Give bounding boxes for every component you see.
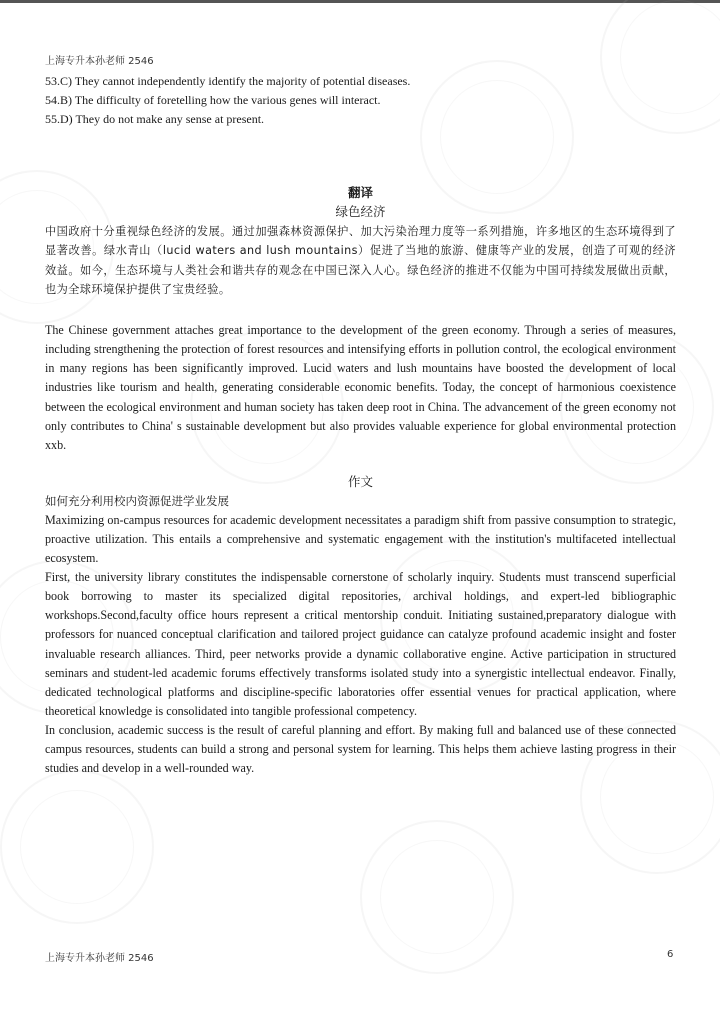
watermark-seal — [360, 820, 514, 974]
answer-line: 55.D) They do not make any sense at present. — [45, 112, 265, 126]
translation-title: 绿色经济 — [335, 205, 386, 219]
watermark-seal — [0, 770, 154, 924]
essay-paragraph: Maximizing on-campus resources for academic development necessitates a paradigm shift from passive consumption to strategic, proactive utilization. This entails a comprehensive and systematic engagement with the institution's multifaceted intellectual ecosystem. — [45, 512, 676, 566]
document-body — [45, 70, 676, 778]
page-header: 上海专升本孙老师 2546 — [45, 56, 154, 67]
page-footer: 上海专升本孙老师 2546 — [45, 953, 154, 964]
essay-title: 如何充分利用校内资源促进学业发展 — [45, 493, 229, 508]
essay-paragraph: In conclusion, academic success is the result of careful planning and effort. By making full and balanced use of these connected campus resources, students can build a strong and personal system for learning. This helps them achieve lasting progress in their studies and develop in a well-rounded way. — [45, 722, 676, 776]
page-number: 6 — [667, 949, 674, 960]
answer-list — [45, 72, 676, 129]
top-border — [0, 0, 720, 3]
answer-line: 53.C) They cannot independently identify the majority of potential diseases. — [45, 74, 411, 88]
translation-english-text: The Chinese government attaches great importance to the development of the green economy. Through a series of measures, including strengthening the protection of forest resources and intensifying efforts in pollution control, the ecological environment in many regions has been significantly improved. Lucid waters and lush mountains have boosted the development of local industries like tourism and health, generating considerable economic benefits. Today, the concept of harmonious coexistence between the ecological environment and human society has taken deep root in China. The advancement of the green economy not only contributes to China' s sustainable development but also provides valuable experience for global environmental protection xxb. — [45, 323, 676, 452]
answer-line: 54.B) The difficulty of foretelling how the various genes will interact. — [45, 93, 381, 107]
essay-paragraph: First, the university library constitutes the indispensable cornerstone of scholarly inquiry. Students must transcend superficial book borrowing to master its specialized digital repositories, archival holdings, and expert-led bibliographic workshops.Second,faculty office hours represent a critical mentorship conduit. Initiating sustained,preparatory dialogue with professors for nuanced conceptual clarification and tailored project guidance can catalyze profound academic insight and foster invaluable research alliances. Third, peer networks provide a dynamic collaborative engine. Active participation in structured seminars and student-led academic forums effectively transforms isolated study into a synergistic intellectual endeavor. Finally, dedicated technological platforms and discipline-specific laboratories offer essential venues for practical application, where theoretical knowledge is consolidated into tangible professional competency. — [45, 570, 676, 718]
essay-section-title: 作文 — [347, 474, 373, 489]
translation-chinese-text: 中国政府十分重视绿色经济的发展。通过加强森林资源保护、加大污染治理力度等一系列措施，许多地区的生态环境得到了显著改善。绿水青山（lucid waters and lush mountains）促进了当地的旅游、健康等产业的发展，创造了可观的经济效益。如今，生态环境与人类社会和谐共存的观念在中国已深入人心。绿色经济的推进不仅能为中国可持续发展做出贡献，也为全球环境保护提供了宝贵经验。 — [45, 225, 676, 296]
translation-section-title: 翻译 — [347, 186, 373, 200]
